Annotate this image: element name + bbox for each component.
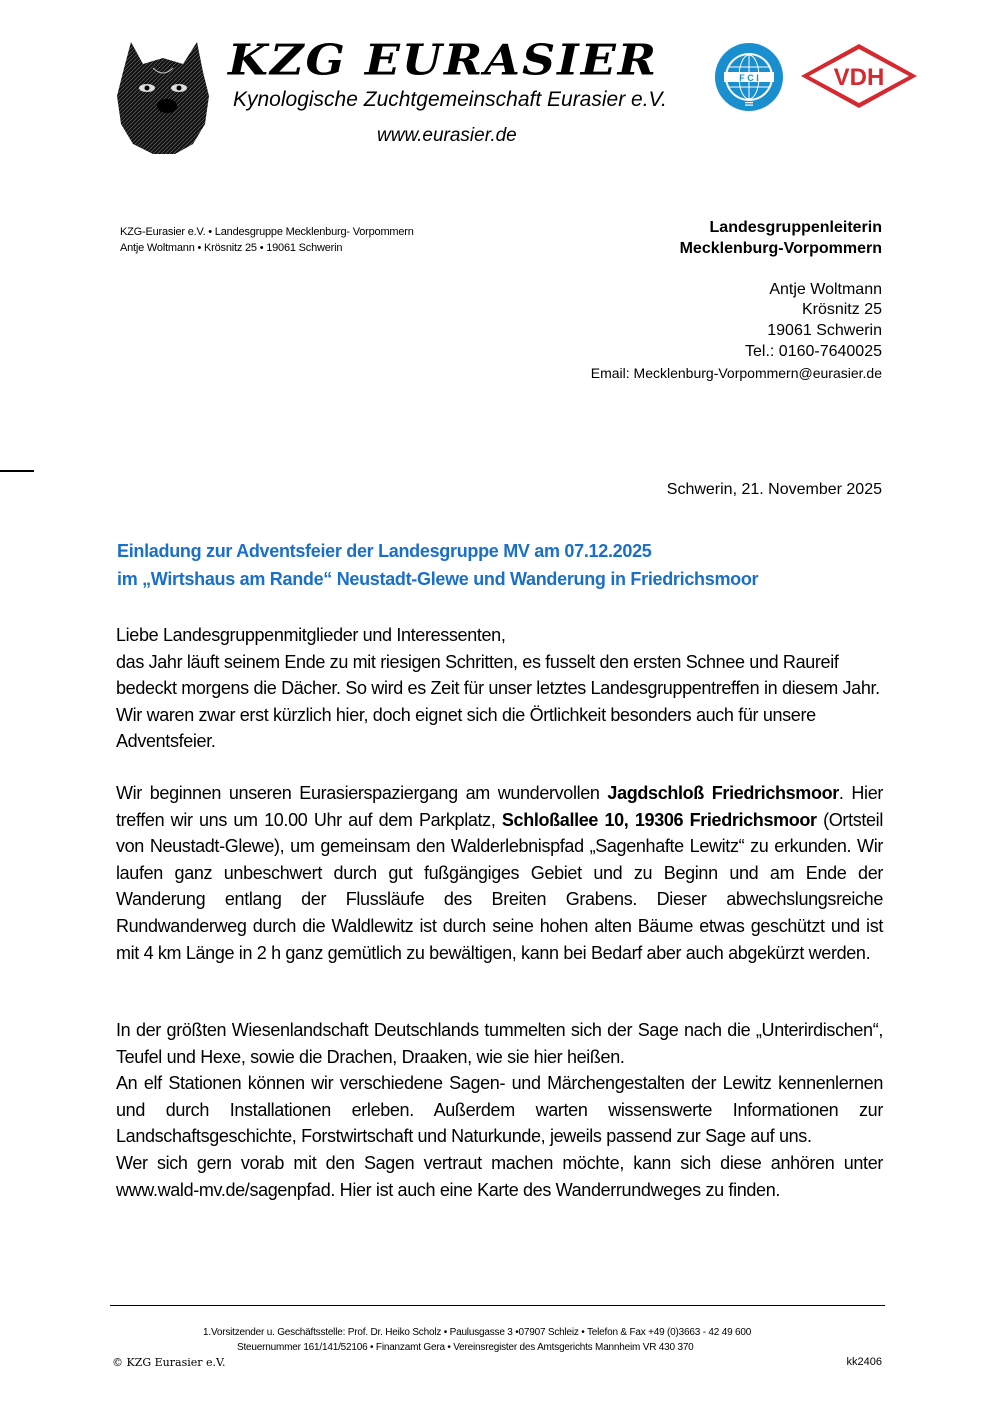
meeting-address: Schloßallee 10, 19306 Friedrichsmoor: [501, 809, 817, 830]
fci-logo: [714, 42, 784, 112]
sender-line-2: Antje Woltmann • Krösnitz 25 • 19061 Schwerin: [120, 242, 343, 254]
vdh-logo: [799, 42, 919, 110]
contact-phone: Tel.: 0160-7640025: [745, 343, 882, 360]
org-website: www.eurasier.de: [377, 125, 517, 146]
subject-line-2: im „Wirtshaus am Rande“ Neustadt-Glewe und Wanderung in Friedrichsmoor: [117, 569, 759, 589]
subject: [117, 537, 758, 593]
body-paragraph-3: [116, 1017, 883, 1203]
svg-text:VDH: VDH: [833, 64, 885, 91]
body-paragraph-1: [116, 622, 883, 755]
greeting: Liebe Landesgruppenmitglieder und Interessenten,: [116, 625, 506, 645]
sender-line-1: KZG-Eurasier e.V. • Landesgruppe Mecklenburg- Vorpommern: [120, 226, 414, 238]
footer-code: kk2406: [846, 1356, 882, 1368]
footer-line-2: Steuernummer 161/141/52106 • Finanzamt Gera • Vereinsregister des Amtsgerichts Mannheim VR 430 370: [237, 1342, 694, 1353]
footer-divider: [110, 1305, 885, 1306]
footer-line-1: 1.Vorsitzender u. Geschäftsstelle: Prof. Dr. Heiko Scholz • Paulusgasse 3 •07907 Schleiz • Telefon & Fax +49 (0)3663 - 42 49 600: [203, 1327, 752, 1338]
contact-name: Antje Woltmann: [769, 281, 882, 298]
contact-email: Email: Mecklenburg-Vorpommern@eurasier.de: [590, 365, 882, 381]
contact-street: Krösnitz 25: [801, 301, 882, 318]
paragraph-intro: das Jahr läuft seinem Ende zu mit riesigen Schritten, es fusselt den ersten Schnee und Raureif bedeckt morgens die Dächer. So wird es Zeit für unser letztes Landesgruppentreffen in diesem Jahr. Wir waren zwar erst kürzlich hier, doch eignet sich die Örtlichkeit besonders auch für unsere Adventsfeier.: [116, 651, 880, 752]
svg-text:F C I: F C I: [739, 73, 759, 83]
body-paragraph-2: Wir beginnen unseren Eurasierspaziergang am wundervollen Jagdschloß Friedrichsmoor. Hier treffen wir uns um 10.00 Uhr auf dem Parkplatz, Schloßallee 10, 19306 Friedrichsmoor (Ortsteil von Neustadt-Glewe), um gemeinsam den Walderlebnispfad „Sagenhafte Lewitz“ zu erkunden. Wir laufen ganz unbeschwert durch gut fußgängiges Gebiet und zu Beginn und am Ende der Wanderung entlang der Flussläufe des Breiten Grabens. Dieser abwechslungsreiche Rundwanderweg durch die Waldlewitz ist durch seine hohen alten Bäume etwas geschützt und ist mit 4 km Länge in 2 h ganz gemütlich zu bewältigen, kann bei Bedarf aber auch abgekürzt werden.: [116, 783, 883, 963]
subject-line-1: Einladung zur Adventsfeier der Landesgruppe MV am 07.12.2025: [117, 541, 652, 561]
meeting-venue: Jagdschloß Friedrichsmoor: [607, 783, 839, 803]
paragraph-preview: Wer sich gern vorab mit den Sagen vertraut machen möchte, kann sich diese anhören unter www.wald-mv.de/sagenpfad. Hier ist auch eine Karte des Wanderrundweges zu finden.: [116, 1152, 883, 1200]
letter-date: Schwerin, 21. November 2025: [666, 481, 882, 498]
contact-role-1: Landesgruppenleiterin: [709, 219, 882, 236]
fold-mark: [0, 470, 34, 472]
org-subtitle: Kynologische Zuchtgemeinschaft Eurasier e.V.: [233, 88, 667, 111]
org-title: KZG EURASIER: [228, 35, 658, 85]
paragraph-legends: In der größten Wiesenlandschaft Deutschlands tummelten sich der Sage nach die „Unterirdischen“, Teufel und Hexe, sowie die Drachen, Draaken, wie sie hier heißen.: [116, 1020, 883, 1067]
contact-role-2: Mecklenburg-Vorpommern: [679, 240, 882, 257]
eurasier-dog-logo: [113, 38, 213, 156]
footer-copyright: © KZG Eurasier e.V.: [112, 1356, 226, 1369]
contact-city: 19061 Schwerin: [767, 322, 882, 339]
paragraph-stations: An elf Stationen können wir verschiedene Sagen- und Märchengestalten der Lewitz kennenlernen und durch Installationen erleben. Außerdem warten wissenswerte Informationen zur Landschaftsgeschichte, Forstwirtschaft und Naturkunde, jeweils passend zur Sage auf uns.: [116, 1073, 883, 1147]
